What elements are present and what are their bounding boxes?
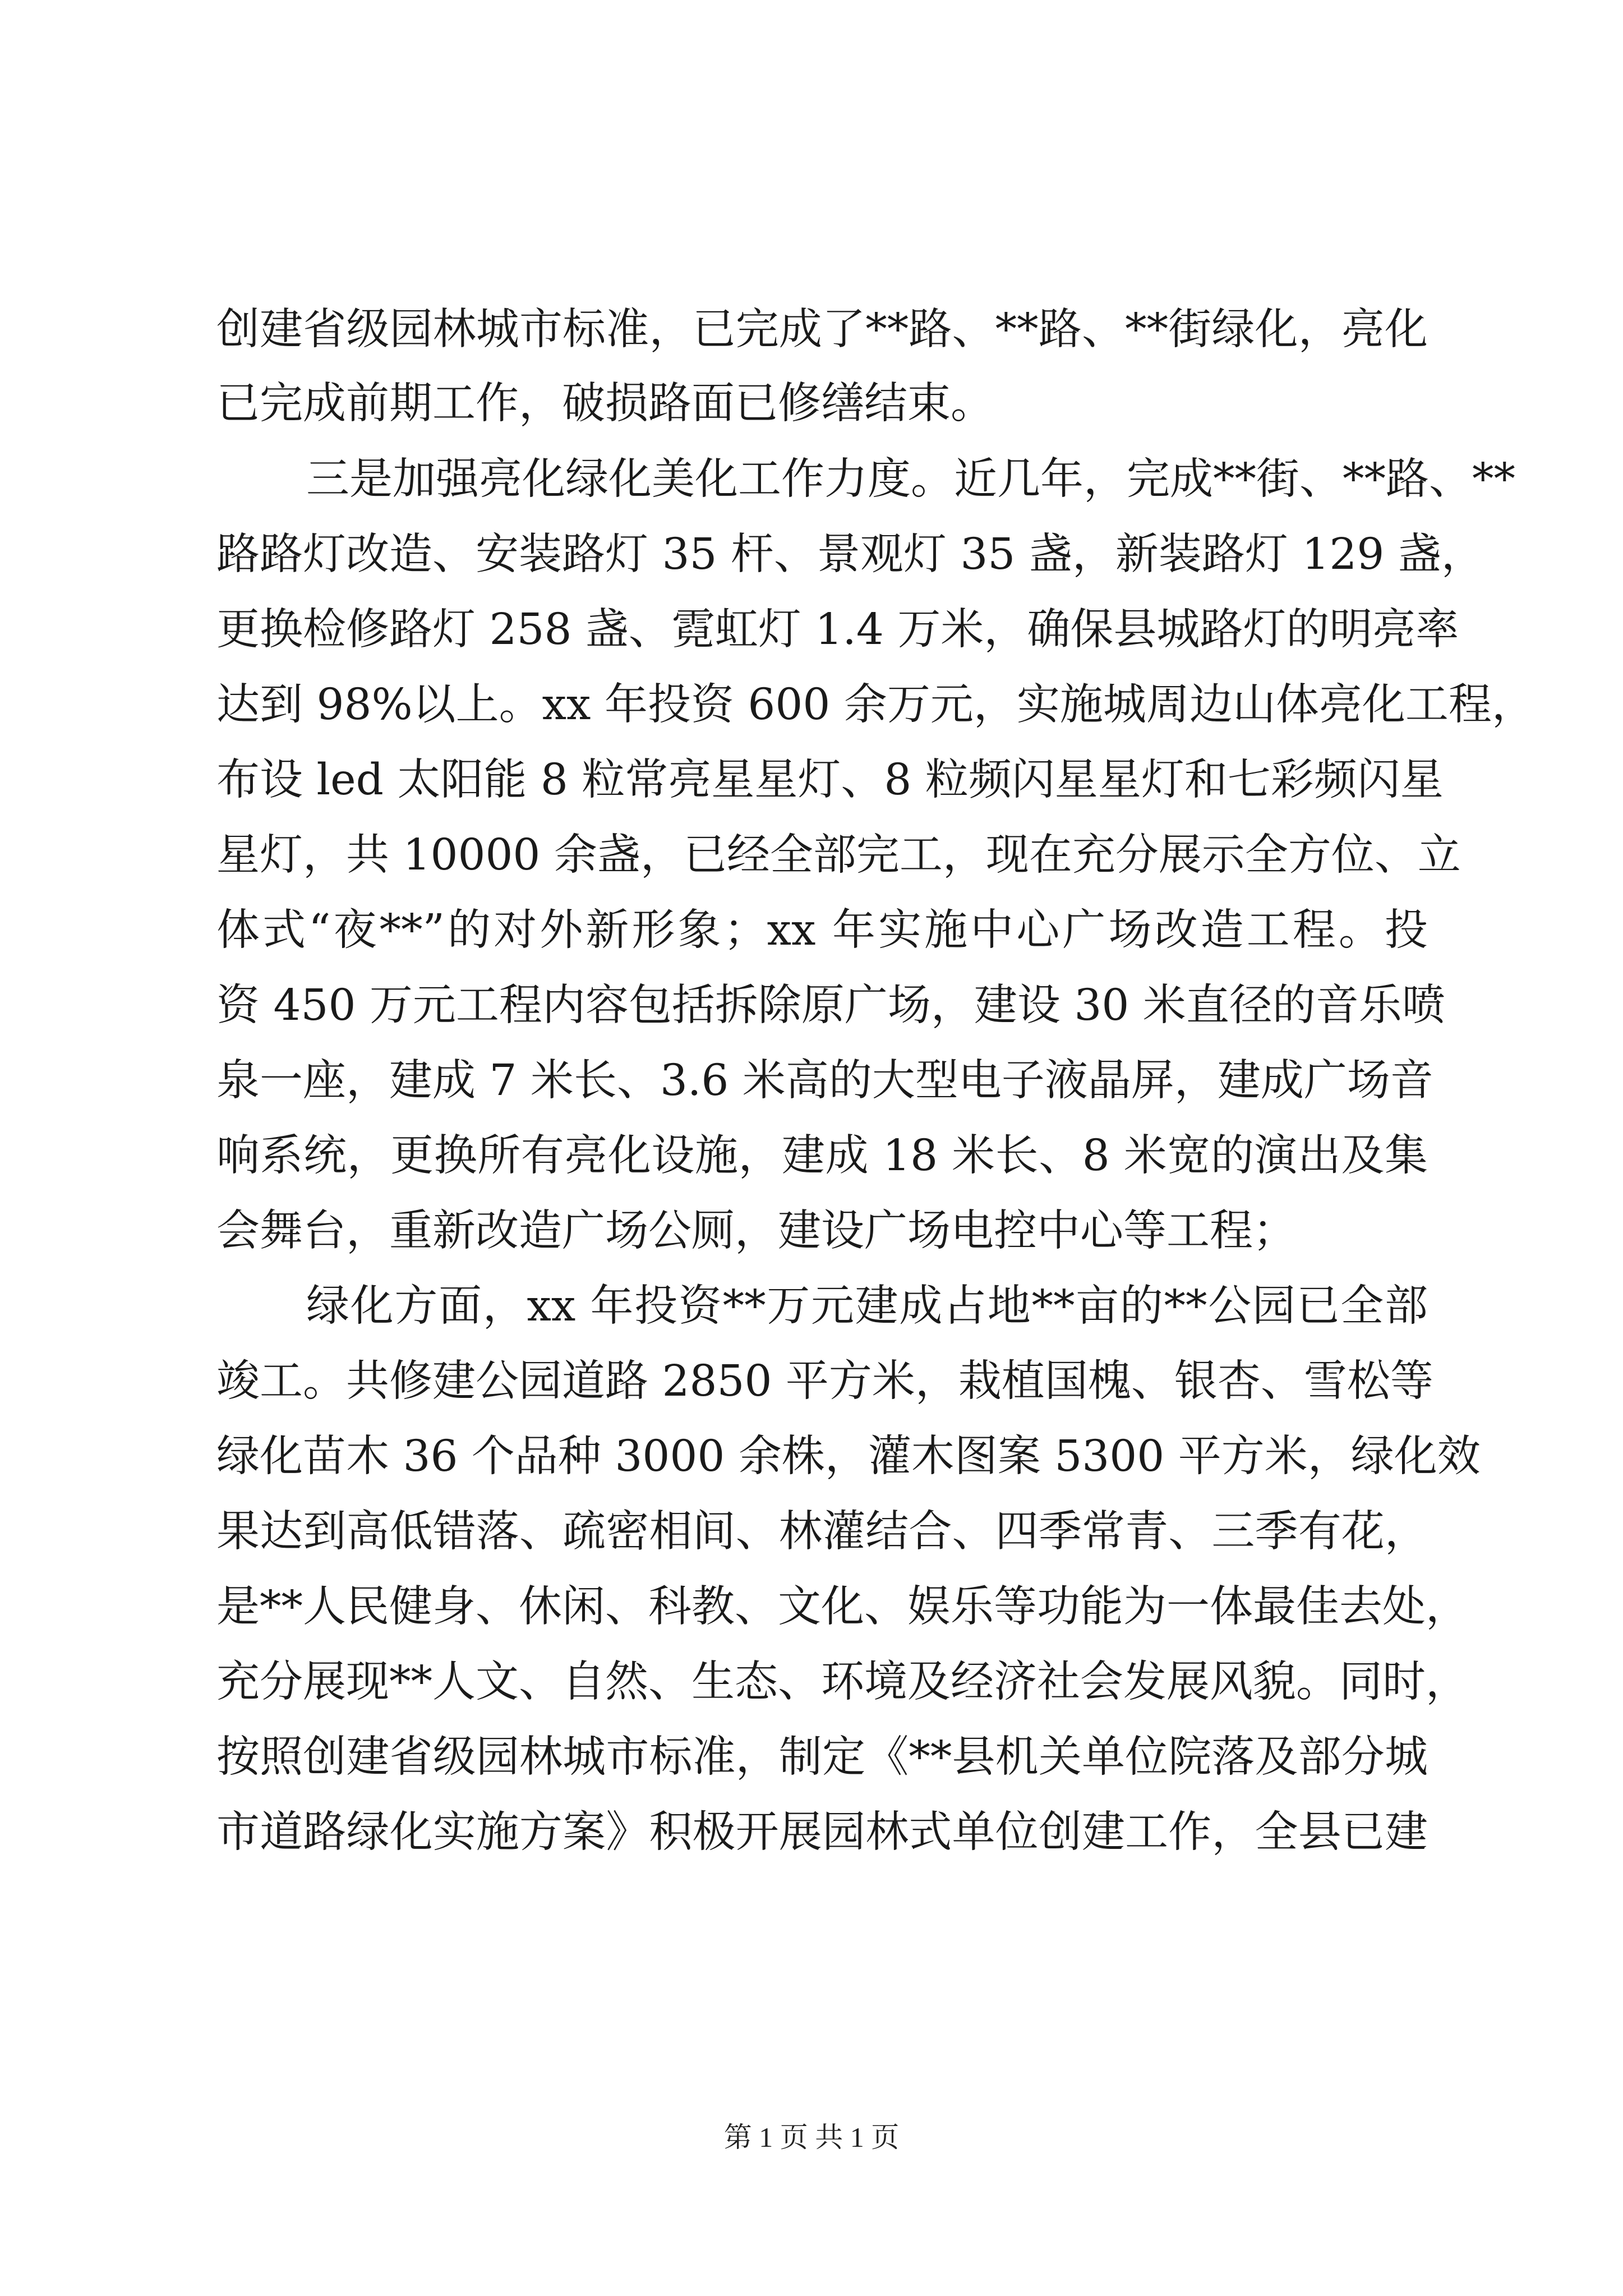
text-line: 按照创建省级园林城市标准，制定《**县机关单位院落及部分城 <box>216 1732 1428 1782</box>
text-line: 果达到高低错落、疏密相间、林灌结合、四季常青、三季有花， <box>216 1507 1428 1557</box>
text-line: 更换检修路灯 258 盏、霓虹灯 1.4 万米，确保县城路灯的明亮率 <box>216 605 1459 655</box>
text-line: 创建省级园林城市标准，已完成了**路、**路、**街绿化，亮化 <box>216 305 1428 355</box>
page-number: 第 1 页 共 1 页 <box>723 2122 900 2153</box>
text-line: 会舞台，重新改造广场公厕，建设广场电控中心等工程； <box>216 1206 1296 1256</box>
text-line: 市道路绿化实施方案》积极开展园林式单位创建工作，全县已建 <box>216 1807 1428 1857</box>
text-line: 竣工。共修建公园道路 2850 平方米，栽植国槐、银杏、雪松等 <box>216 1356 1433 1406</box>
text-line: 绿化苗木 36 个品种 3000 余株，灌木图案 5300 平方米，绿化效 <box>216 1432 1481 1481</box>
text-line: 达到 98%以上。xx 年投资 600 余万元，实施城周边山体亮化工程， <box>216 680 1535 730</box>
text-line: 充分展现**人文、自然、生态、环境及经济社会发展风貌。同时， <box>216 1657 1469 1707</box>
text-line: 是**人民健身、休闲、科教、文化、娱乐等功能为一体最佳去处， <box>216 1582 1469 1632</box>
text-line: 绿化方面，xx 年投资**万元建成占地**亩的**公园已全部 <box>306 1281 1428 1331</box>
text-line: 星灯，共 10000 余盏，已经全部完工，现在充分展示全方位、立 <box>216 830 1461 880</box>
text-line: 三是加强亮化绿化美化工作力度。近几年，完成**街、**路、** <box>306 454 1515 504</box>
text-line: 泉一座，建成 7 米长、3.6 米高的大型电子液晶屏，建成广场音 <box>216 1056 1433 1106</box>
text-line: 路路灯改造、安装路灯 35 杆、景观灯 35 盏，新装路灯 129 盏， <box>216 530 1484 579</box>
text-line: 布设 led 太阳能 8 粒常亮星星灯、8 粒频闪星星灯和七彩频闪星 <box>216 755 1444 805</box>
text-line: 响系统，更换所有亮化设施，建成 18 米长、8 米宽的演出及集 <box>216 1131 1428 1181</box>
text-line: 体式“夜**”的对外新形象；xx 年实施中心广场改造工程。投 <box>216 905 1428 955</box>
text-line: 已完成前期工作，破损路面已修缮结束。 <box>216 379 994 429</box>
text-line: 资 450 万元工程内容包括拆除原广场，建设 30 米直径的音乐喷 <box>216 981 1445 1030</box>
